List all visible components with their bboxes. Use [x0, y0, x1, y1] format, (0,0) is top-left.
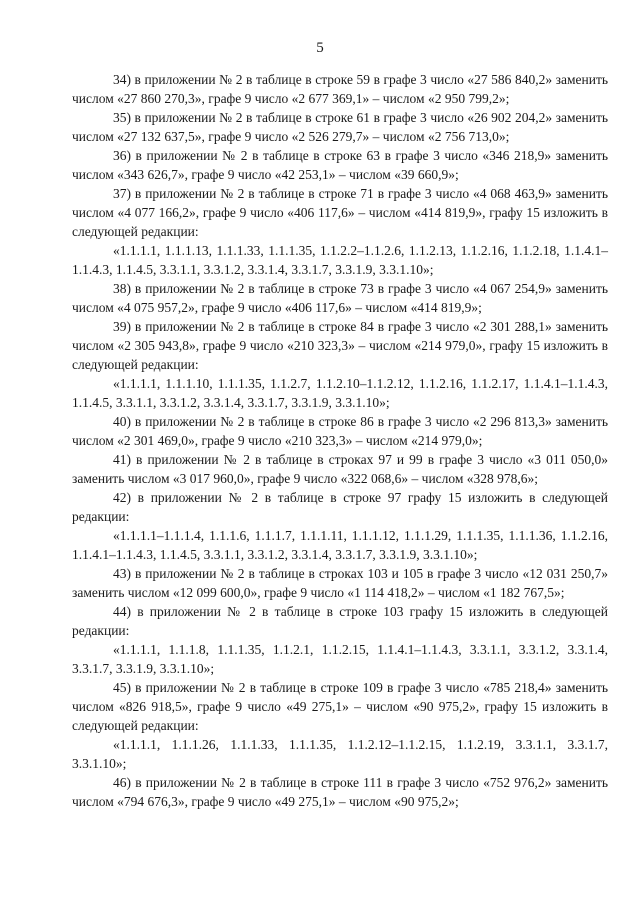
document-body [72, 70, 608, 811]
paragraph-37: 37) в приложении № 2 в таблице в строке 71 в графе 3 число «4 068 463,9» заменить числом «4 077 166,2», графе 9 число «406 117,6» – числом «414 819,9», графу 15 изложить в следующей редакции: [72, 186, 608, 239]
paragraph-45: 45) в приложении № 2 в таблице в строке 109 в графе 3 число «785 218,4» заменить числом «826 918,5», графе 9 число «49 275,1» – числом «90 975,2», графу 15 изложить в следующей редакции: [72, 680, 608, 733]
paragraph-38: 38) в приложении № 2 в таблице в строке 73 в графе 3 число «4 067 254,9» заменить числом «4 075 957,2», графе 9 число «406 117,6» – числом «414 819,9»; [72, 281, 608, 315]
paragraph-44: 44) в приложении № 2 в таблице в строке 103 графу 15 изложить в следующей редакции: [72, 604, 608, 638]
paragraph-41: 41) в приложении № 2 в таблице в строках 97 и 99 в графе 3 число «3 011 050,0» заменить числом «3 017 960,0», графе 9 число «322 068,6» – числом «328 978,6»; [72, 452, 608, 486]
page-number: 5 [316, 40, 324, 56]
paragraph-43: 43) в приложении № 2 в таблице в строках 103 и 105 в графе 3 число «12 031 250,7» заменить числом «12 099 600,0», графе 9 число «1 114 418,2» – числом «1 182 767,5»; [72, 566, 608, 600]
paragraph-46: 46) в приложении № 2 в таблице в строке 111 в графе 3 число «752 976,2» заменить числом «794 676,3», графе 9 число «49 275,1» – числом «90 975,2»; [72, 775, 608, 809]
paragraph-34: 34) в приложении № 2 в таблице в строке 59 в графе 3 число «27 586 840,2» заменить числом «27 860 270,3», графе 9 число «2 677 369,1» – числом «2 950 799,2»; [72, 72, 608, 106]
paragraph-39-edition: «1.1.1.1, 1.1.1.10, 1.1.1.35, 1.1.2.7, 1.1.2.10–1.1.2.12, 1.1.2.16, 1.1.2.17, 1.1.4.1–1.1.4.3, 1.1.4.5, 3.3.1.1, 3.3.1.2, 3.3.1.4, 3.3.1.7, 3.3.1.9, 3.3.1.10»; [72, 376, 608, 410]
paragraph-36: 36) в приложении № 2 в таблице в строке 63 в графе 3 число «346 218,9» заменить числом «343 626,7», графе 9 число «42 253,1» – числом «39 660,9»; [72, 148, 608, 182]
paragraph-39: 39) в приложении № 2 в таблице в строке 84 в графе 3 число «2 301 288,1» заменить числом «2 305 943,8», графе 9 число «210 323,3» – числом «214 979,0», графу 15 изложить в следующей редакции: [72, 319, 608, 372]
paragraph-44-edition: «1.1.1.1, 1.1.1.8, 1.1.1.35, 1.1.2.1, 1.1.2.15, 1.1.4.1–1.1.4.3, 3.3.1.1, 3.3.1.2, 3.3.1.4, 3.3.1.7, 3.3.1.9, 3.3.1.10»; [72, 642, 608, 676]
paragraph-42-edition: «1.1.1.1–1.1.1.4, 1.1.1.6, 1.1.1.7, 1.1.1.11, 1.1.1.12, 1.1.1.29, 1.1.1.35, 1.1.1.36, 1.1.2.16, 1.1.4.1–1.1.4.3, 1.1.4.5, 3.3.1.1, 3.3.1.2, 3.3.1.4, 3.3.1.7, 3.3.1.9, 3.3.1.10»; [72, 528, 608, 562]
paragraph-42: 42) в приложении № 2 в таблице в строке 97 графу 15 изложить в следующей редакции: [72, 490, 608, 524]
paragraph-40: 40) в приложении № 2 в таблице в строке 86 в графе 3 число «2 296 813,3» заменить числом «2 301 469,0», графе 9 число «210 323,3» – числом «214 979,0»; [72, 414, 608, 448]
paragraph-37-edition: «1.1.1.1, 1.1.1.13, 1.1.1.33, 1.1.1.35, 1.1.2.2–1.1.2.6, 1.1.2.13, 1.1.2.16, 1.1.2.18, 1.1.4.1–1.1.4.3, 1.1.4.5, 3.3.1.1, 3.3.1.2, 3.3.1.4, 3.3.1.7, 3.3.1.9, 3.3.1.10»; [72, 243, 608, 277]
paragraph-35: 35) в приложении № 2 в таблице в строке 61 в графе 3 число «26 902 204,2» заменить числом «27 132 637,5», графе 9 число «2 526 279,7» – числом «2 756 713,0»; [72, 110, 608, 144]
paragraph-45-edition: «1.1.1.1, 1.1.1.26, 1.1.1.33, 1.1.1.35, 1.1.2.12–1.1.2.15, 1.1.2.19, 3.3.1.1, 3.3.1.7, 3.3.1.10»; [72, 737, 608, 771]
